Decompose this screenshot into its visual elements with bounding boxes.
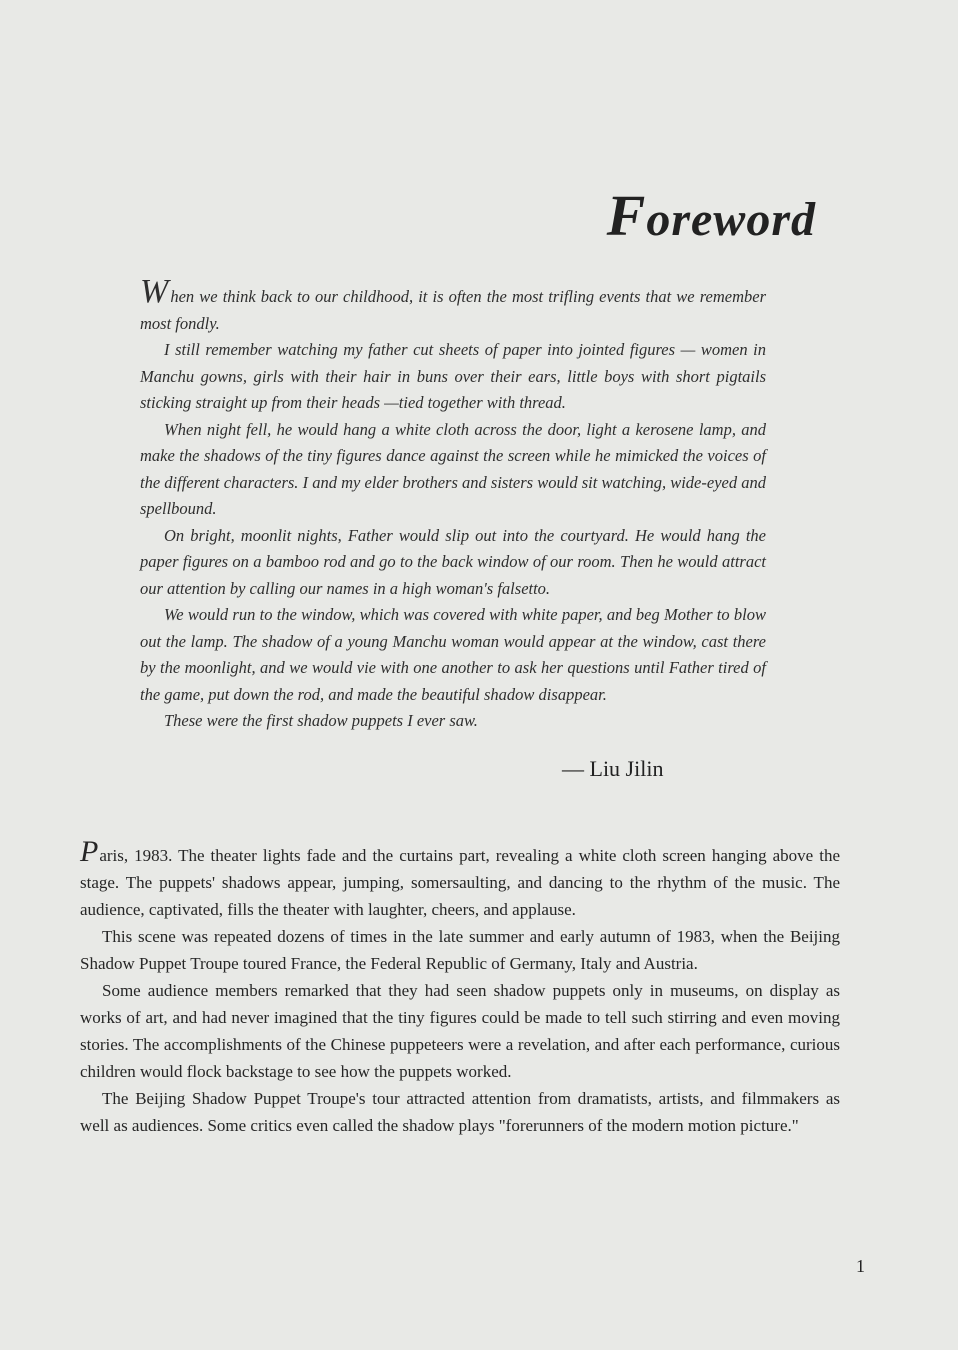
- body-paragraph: This scene was repeated dozens of times in the late summer and early autumn of 1983, when the Beijing Shadow Puppet Troupe toured France, the Federal Republic of Germany, Italy and Austria.: [80, 927, 840, 973]
- page-title: [607, 182, 816, 249]
- foreword-drop-cap: W: [140, 273, 169, 310]
- body-paragraph: [80, 835, 840, 923]
- foreword-paragraph: When night fell, he would hang a white cloth across the door, light a kerosene lamp, and make the shadows of the tiny figures dance against the screen while he mimicked the voices of the different characters. I and my elder brothers and sisters would sit watching, wide-eyed and spellbound.: [140, 419, 766, 518]
- body-section: [80, 835, 840, 1139]
- body-paragraph-text: aris, 1983. The theater lights fade and the curtains part, revealing a white cloth screen hanging above the stage. The puppets' shadows appear, jumping, somersaulting, and dancing to the rhythm of the music. The audience, captivated, fills the theater with laughter, cheers, and applause.: [80, 846, 840, 919]
- foreword-paragraph: We would run to the window, which was covered with white paper, and beg Mother to blow out the lamp. The shadow of a young Manchu woman would appear at the window, cast there by the moonlight, and we would vie with one another to ask her questions until Father tired of the game, put down the rod, and made the beautiful shadow disappear.: [140, 605, 766, 704]
- foreword-section: [140, 273, 766, 735]
- body-drop-cap: P: [80, 835, 99, 868]
- foreword-paragraph-text: hen we think back to our childhood, it is often the most trifling events that we remember most fondly.: [140, 287, 766, 333]
- foreword-paragraph: I still remember watching my father cut sheets of paper into jointed figures — women in Manchu gowns, girls with their hair in buns over their ears, little boys with short pigtails sticking straight up from their heads —tied together with thread.: [140, 340, 766, 412]
- foreword-paragraph: These were the first shadow puppets I ever saw.: [164, 711, 478, 730]
- author-signature: — Liu Jilin: [562, 756, 664, 781]
- foreword-paragraph: On bright, moonlit nights, Father would slip out into the courtyard. He would hang the paper figures on a bamboo rod and go to the back window of our room. Then he would attract our attention by calling our names in a high woman's falsetto.: [140, 525, 766, 598]
- title-initial: F: [606, 183, 647, 249]
- body-paragraph: The Beijing Shadow Puppet Troupe's tour attracted attention from dramatists, artists, and filmmakers as well as audiences. Some critics even called the shadow plays "forerunners of the modern motion picture.": [80, 1089, 840, 1135]
- page-number: 1: [856, 1256, 865, 1276]
- body-paragraph: Some audience members remarked that they had seen shadow puppets only in museums, on display as works of art, and had never imagined that the tiny figures could be made to tell such stirring and even moving stories. The accomplishments of the Chinese puppeteers were a revelation, and after each performance, curious children would flock backstage to see how the puppets worked.: [80, 981, 840, 1081]
- foreword-paragraph: [140, 273, 766, 337]
- title-rest: oreword: [646, 193, 816, 247]
